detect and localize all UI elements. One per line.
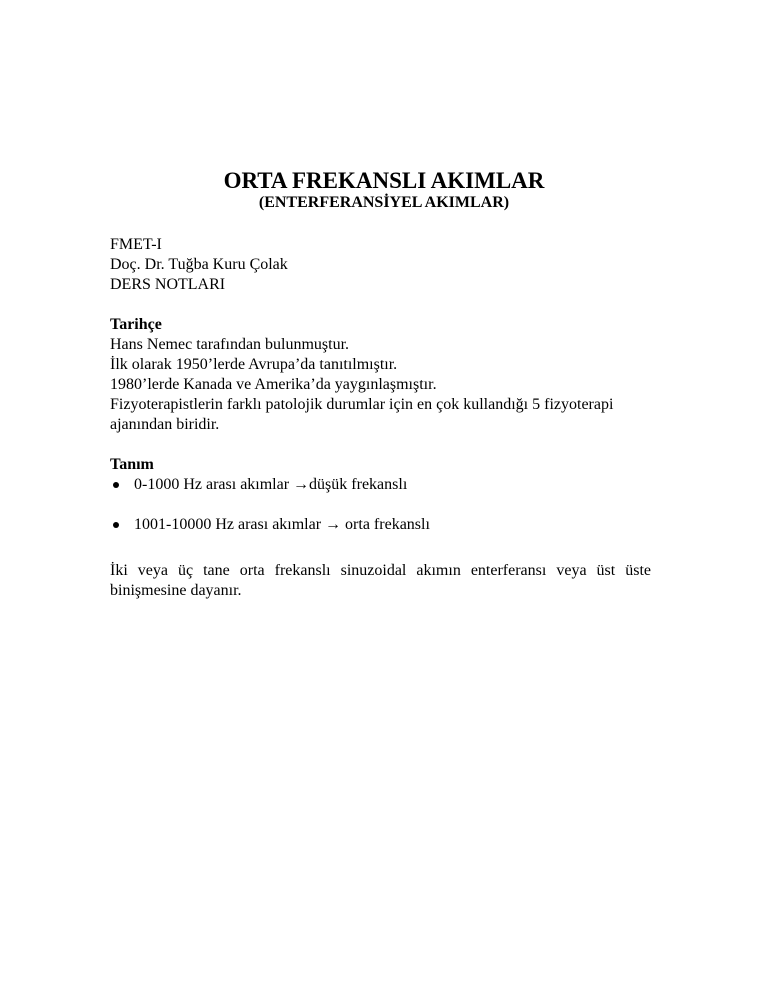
- history-line: 1980’lerde Kanada ve Amerika’da yaygınlaşmıştır.: [110, 376, 437, 393]
- history-line: Hans Nemec tarafından bulunmuştur.: [110, 336, 350, 353]
- bullet-icon: [113, 522, 119, 528]
- bullet-text: 0-1000 Hz arası akımlar →düşük frekanslı: [134, 476, 408, 493]
- definition-heading: Tanım: [110, 456, 154, 473]
- course-code: FMET-I: [110, 236, 162, 253]
- bullet-icon: [113, 482, 119, 488]
- history-line: İlk olarak 1950’lerde Avrupa’da tanıtılmıştır.: [110, 356, 398, 373]
- document-title: ORTA FREKANSLI AKIMLAR: [223, 168, 545, 193]
- definition-paragraph-line: binişmesine dayanır.: [110, 582, 242, 599]
- document-subtitle: (ENTERFERANSİYEL AKIMLAR): [258, 194, 510, 211]
- notes-label: DERS NOTLARI: [110, 276, 226, 293]
- definition-paragraph-line: İki veya üç tane orta frekanslı sinuzoidal akımın enterferansı veya üst üste: [110, 562, 651, 579]
- bullet-text: 1001-10000 Hz arası akımlar → orta frekanslı: [134, 516, 430, 533]
- history-line: Fizyoterapistlerin farklı patolojik durumlar için en çok kullandığı 5 fizyoterapi: [110, 396, 614, 413]
- history-line: ajanından biridir.: [110, 416, 220, 433]
- history-heading: Tarihçe: [110, 316, 162, 333]
- author-name: Doç. Dr. Tuğba Kuru Çolak: [110, 256, 288, 273]
